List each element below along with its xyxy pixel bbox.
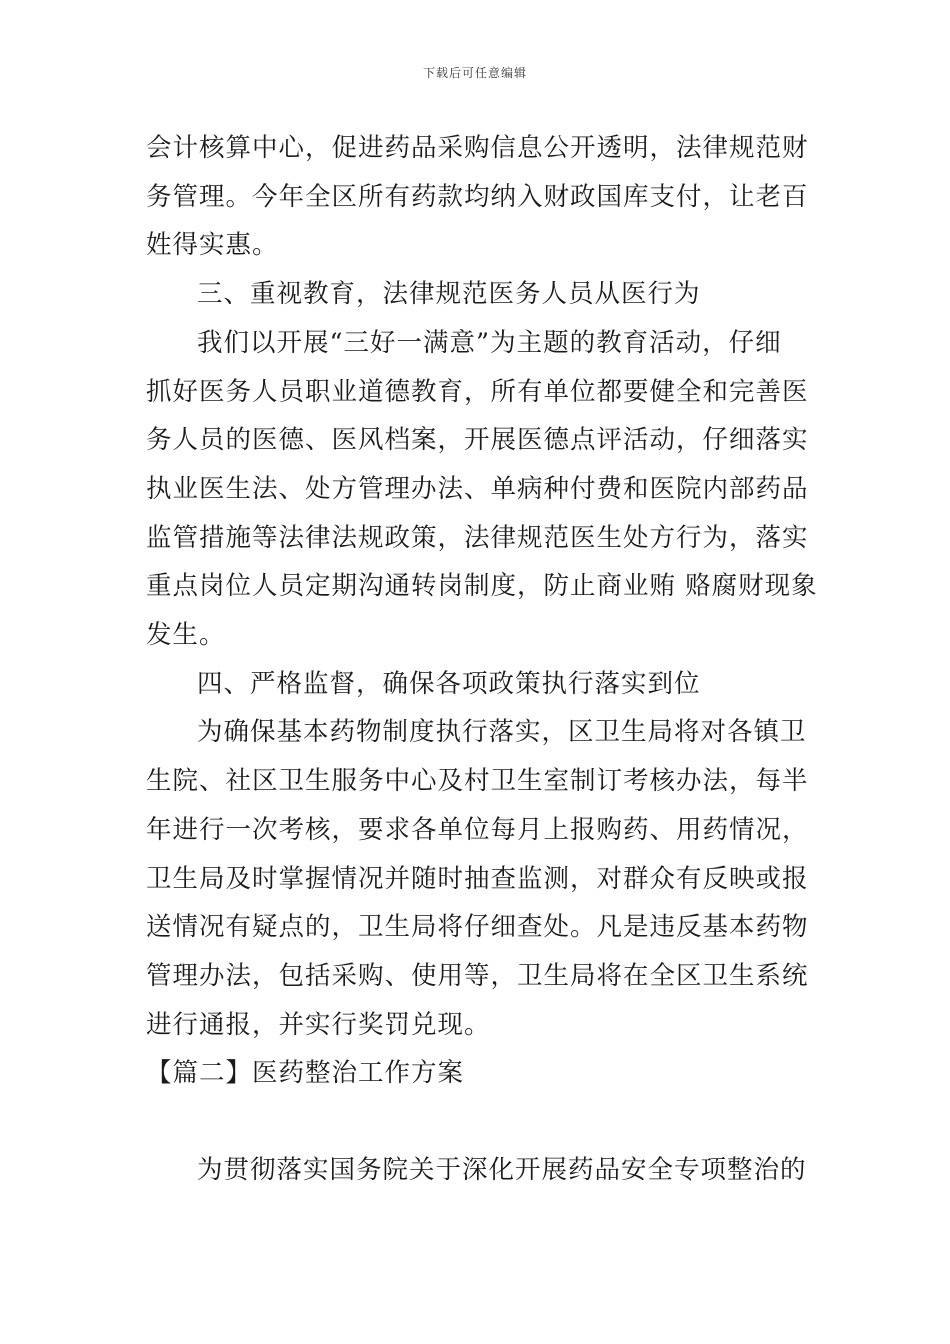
body-line: 我们以开展“三好一满意”为主题的教育活动，仔细: [197, 327, 782, 358]
body-line: 进行通报，并实行奖罚兑现。: [146, 1009, 491, 1040]
body-line: 年进行一次考核，要求各单位每月上报购药、用药情况，: [146, 814, 809, 845]
section-heading: 三、重视教育，法律规范医务人员从医行为: [197, 279, 701, 310]
body-line: 会计核算中心，促进药品采购信息公开透明，法律规范财: [146, 133, 809, 163]
article-title: 【篇二】医药整治工作方案: [146, 1058, 465, 1089]
blank-line: [146, 1098, 816, 1146]
body-line: 管理办法，包括采购、使用等，卫生局将在全区卫生系统: [146, 960, 809, 991]
page-header: 下载后可任意编辑: [422, 66, 527, 80]
document-body: [146, 124, 816, 1195]
body-line: 监管措施等法律法规政策，法律规范医生处方行为，落实: [146, 522, 809, 553]
body-line: 送情况有疑点的，卫生局将仔细查处。凡是违反基本药物: [146, 912, 809, 943]
body-line: 抓好医务人员职业道德教育，所有单位都要健全和完善医: [146, 376, 809, 407]
body-line: 发生。: [146, 620, 226, 651]
body-line: 姓得实惠。: [146, 230, 279, 261]
body-line: 卫生局及时掌握情况并随时抽查监测，对群众有反映或报: [146, 863, 809, 894]
body-line: 务管理。今年全区所有药款均纳入财政国库支付，让老百: [146, 181, 809, 212]
section-heading: 四、严格监督，确保各项政策执行落实到位: [197, 668, 701, 699]
body-line: 重点岗位人员定期沟通转岗制度，防止商业贿 赂腐财现象: [146, 571, 818, 602]
body-line: 执业医生法、处方管理办法、单病种付费和医院内部药品: [146, 473, 809, 504]
body-line: 为贯彻落实国务院关于深化开展药品安全专项整治的: [197, 1155, 807, 1186]
body-line: 生院、社区卫生服务中心及村卫生室制订考核办法，每半: [146, 766, 809, 797]
body-line: 为确保基本药物制度执行落实，区卫生局将对各镇卫: [197, 717, 807, 748]
body-line: 务人员的医德、医风档案，开展医德点评活动，仔细落实: [146, 425, 809, 456]
